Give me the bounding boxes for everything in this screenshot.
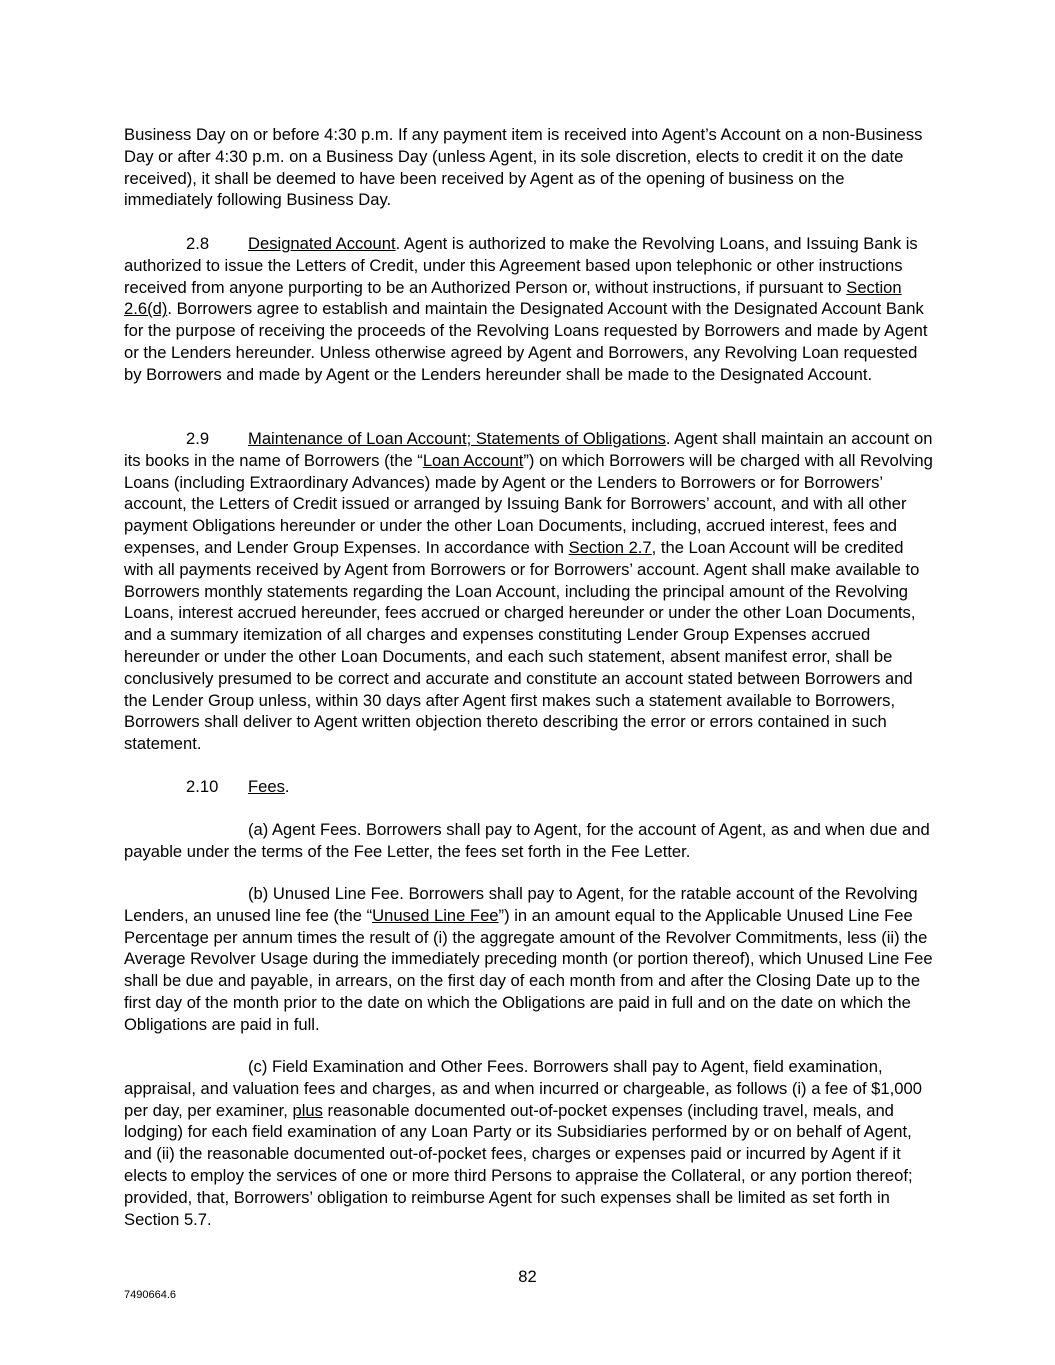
- subsection-a-agent-fees: [124, 819, 934, 863]
- section-heading: Maintenance of Loan Account; Statements of Obligations: [248, 429, 666, 448]
- subsection-text: (b) Unused Line Fee. Borrowers shall pay to Agent, for the ratable account of the Revolving Lenders, an unused line fee (the “: [124, 884, 918, 925]
- section-text: ”) on which Borrowers will be charged with all Revolving Loans (including Extraordinary Advances) made by Agent or the Lenders to Borrowers or for Borrowers’ account, the Letters of Credit issued or arranged by Issuing Bank for Borrowers’ account, and with all other payment Obligations hereunder or under the other Loan Documents, including, accrued interest, fees and expenses, and Lender Group Expenses. In accordance with: [124, 450, 933, 557]
- section-2-8: [124, 233, 934, 386]
- defined-term: Loan Account: [422, 450, 524, 470]
- subsection-text: (c) Field Examination and Other Fees. Borrowers shall pay to Agent, field examination, appraisal, and valuation fees and charges, as and when incurred or chargeable, as follows (i) a fee of $1,000 per day, per examiner,: [124, 1057, 922, 1120]
- subsection-c-field-examination-fees: [124, 1056, 934, 1230]
- defined-term: Unused Line Fee: [372, 905, 499, 925]
- document-id: 7490664.6: [124, 1289, 176, 1301]
- section-number: 2.9: [186, 429, 210, 448]
- page-number: 82: [518, 1267, 537, 1286]
- section-text: . Borrowers agree to establish and maintain the Designated Account with the Designated Account Bank for the purpose of receiving the proceeds of the Revolving Loans requested by Borrowers and made by Agent or the Lenders hereunder. Unless otherwise agreed by Agent and Borrowers, any Revolving Loan requested by Borrowers and made by Agent or the Lenders hereunder shall be made to the Designated Account.: [124, 299, 928, 384]
- section-2-10: [124, 776, 934, 798]
- section-reference: Section 2.7: [568, 537, 652, 557]
- section-text: . Agent is authorized to make the Revolving Loans, and Issuing Bank is authorized to issue the Letters of Credit, under this Agreement based upon telephonic or other instructions received from anyone purporting to be an Authorized Person or, without instructions, if pursuant to: [124, 234, 918, 297]
- section-text: . Agent shall maintain an account on its books in the name of Borrowers (the “: [124, 429, 933, 470]
- section-heading: Fees: [248, 777, 285, 796]
- section-text: .: [284, 777, 290, 796]
- section-heading: Designated Account: [248, 234, 396, 253]
- paragraph-text: Business Day on or before 4:30 p.m. If any payment item is received into Agent’s Account on a non-Business Day or after 4:30 p.m. on a Business Day (unless Agent, in its sole discretion, elects to credit it on the date received), it shall be deemed to have been received by Agent as of the opening of business on the immediately following Business Day.: [124, 125, 923, 210]
- subsection-b-unused-line-fee: [124, 883, 934, 1036]
- subsection-text: (a) Agent Fees. Borrowers shall pay to Agent, for the account of Agent, as and when due and payable under the terms of the Fee Letter, the fees set forth in the Fee Letter.: [124, 820, 930, 861]
- section-reference: Section 2.6(d): [124, 277, 902, 319]
- section-number: 2.8: [186, 234, 210, 253]
- section-text: , the Loan Account will be credited with all payments received by Agent from Borrowers or for Borrowers’ account. Agent shall make available to Borrowers monthly statements regarding the Loan Account, including the principal amount of the Revolving Loans, interest accrued hereunder, fees accrued or charged hereunder or under the other Loan Documents, and a summary itemization of all charges and expenses constituting Lender Group Expenses accrued hereunder or under the other Loan Documents, and each such statement, absent manifest error, shall be conclusively presumed to be correct and accurate and constitute an account stated between Borrowers and the Lender Group unless, within 30 days after Agent first makes such a statement available to Borrowers, Borrowers shall deliver to Agent written objection thereto describing the error or errors contained in such statement.: [124, 537, 920, 754]
- section-number: 2.10: [186, 777, 219, 796]
- section-2-9: [124, 428, 934, 755]
- paragraph-continuation: [124, 124, 934, 211]
- subsection-text: ”) in an amount equal to the Applicable Unused Line Fee Percentage per annum times the result of (i) the aggregate amount of the Revolver Commitments, less (ii) the Average Revolver Usage during the immediately preceding month (or portion thereof), which Unused Line Fee shall be due and payable, in arrears, on the first day of each month from and after the Closing Date up to the first day of the month prior to the date on which the Obligations are paid in full and on the date on which the Obligations are paid in full.: [124, 905, 933, 1034]
- emphasis-term: plus: [292, 1100, 323, 1120]
- subsection-text: reasonable documented out-of-pocket expenses (including travel, meals, and lodging) for each field examination of any Loan Party or its Subsidiaries performed by or on behalf of Agent, and (ii) the reasonable documented out-of-pocket fees, charges or expenses paid or incurred by Agent if it elects to employ the services of one or more third Persons to appraise the Collateral, or any portion thereof; provided, that, Borrowers’ obligation to reimburse Agent for such expenses shall be limited as set forth in Section 5.7.: [124, 1100, 913, 1229]
